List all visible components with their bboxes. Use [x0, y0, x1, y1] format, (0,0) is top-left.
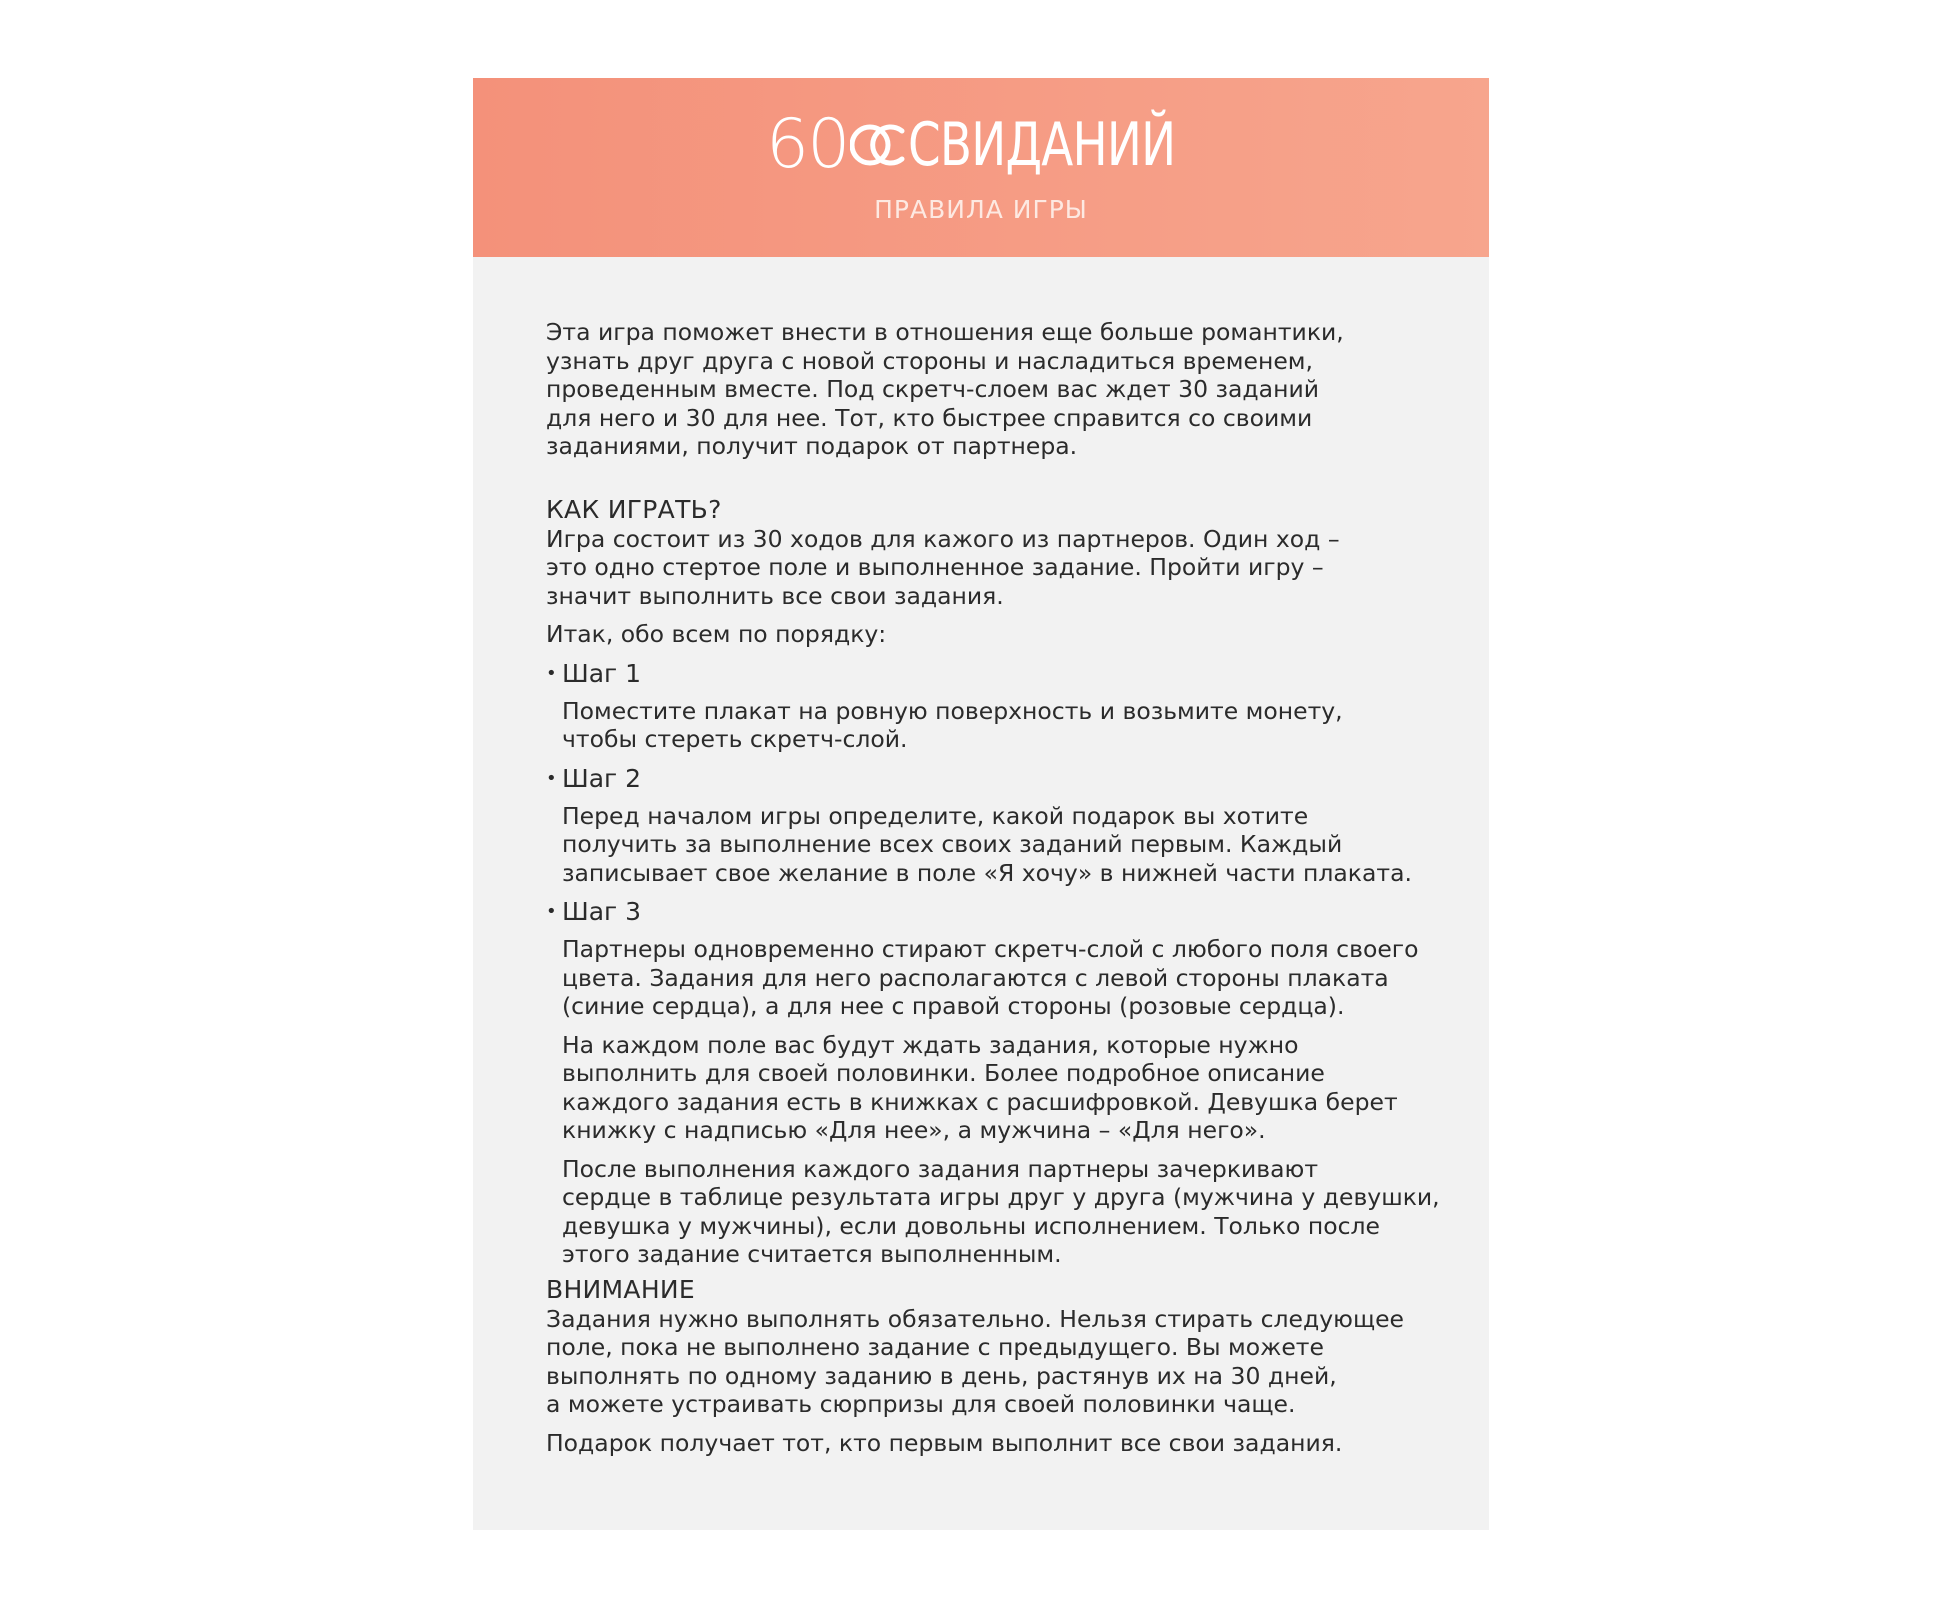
- step-1-text: Поместите плакат на ровную поверхность и возьмите монету, чтобы стереть скретч-слой.: [562, 696, 1343, 753]
- interlocking-rings-icon: [850, 119, 906, 171]
- bullet-icon: •: [546, 901, 557, 922]
- rules-content: [546, 318, 1446, 1467]
- bullet-icon: •: [546, 767, 557, 789]
- header-banner: [473, 78, 1489, 257]
- brand-logo: [473, 105, 1489, 185]
- step-2-title: • Шаг 2: [546, 763, 642, 793]
- attention-heading: ВНИМАНИЕ: [546, 1274, 696, 1304]
- step-1-title: • Шаг 1: [546, 658, 642, 688]
- step-3-text-2: На каждом поле вас будут ждать задания, которые нужно выполнить для своей половинки. Более подробное описание каждого задания есть в книжках с расшифровкой. Девушка берет книжку с надписью «Для нее», а мужчина – «Для него».: [562, 1030, 1398, 1144]
- attention-paragraph: Задания нужно выполнять обязательно. Нельзя стирать следующее поле, пока не выполнено задание с предыдущего. Вы можете выполнять по одному заданию в день, растянув их на 30 дней, а можете устраивать сюрпризы для своей половинки чаще.: [546, 1304, 1404, 1418]
- step-3-text-1: Партнеры одновременно стирают скретч-слой с любого поля своего цвета. Задания для него располагаются с левой стороны плаката (синие сердца), а для нее с правой стороны (розовые сердца).: [562, 935, 1419, 1020]
- step-3-text-3: После выполнения каждого задания партнеры зачеркивают сердце в таблице результата игры друг у друга (мужчина у девушки, девушка у мужчины), если довольны исполнением. Только после этого задание считается выполненным.: [562, 1154, 1440, 1268]
- bullet-icon: •: [546, 662, 557, 684]
- gift-paragraph: Подарок получает тот, кто первым выполнит все свои задания.: [546, 1428, 1343, 1457]
- page-subtitle: ПРАВИЛА ИГРЫ: [874, 195, 1088, 224]
- step-2-text: Перед началом игры определите, какой подарок вы хотите получить за выполнение всех своих заданий первым. Каждый записывает свое желание в поле «Я хочу» в нижней части плаката.: [562, 801, 1412, 887]
- logo-word: СВИДАНИЙ: [908, 110, 1176, 180]
- intro-paragraph: Эта игра поможет внести в отношения еще больше романтики, узнать друг друга с новой стороны и насладиться временем, проведенным вместе. Под скретч-слоем вас ждет 30 заданий для него и 30 для нее. Тот, кто быстрее справится со своими заданиями, получит подарок от партнера.: [546, 318, 1344, 460]
- logo-number: 60: [765, 105, 849, 184]
- order-intro: Итак, обо всем по порядку:: [546, 620, 887, 648]
- how-to-play-heading: КАК ИГРАТЬ?: [546, 494, 722, 524]
- step-3-title: • Шаг 3: [546, 897, 642, 926]
- how-to-play-paragraph: Игра состоит из 30 ходов для кажого из партнеров. Один ход – это одно стертое поле и выполненное задание. Пройти игру – значит выполнить все свои задания.: [546, 524, 1340, 610]
- rules-card: [473, 78, 1489, 1530]
